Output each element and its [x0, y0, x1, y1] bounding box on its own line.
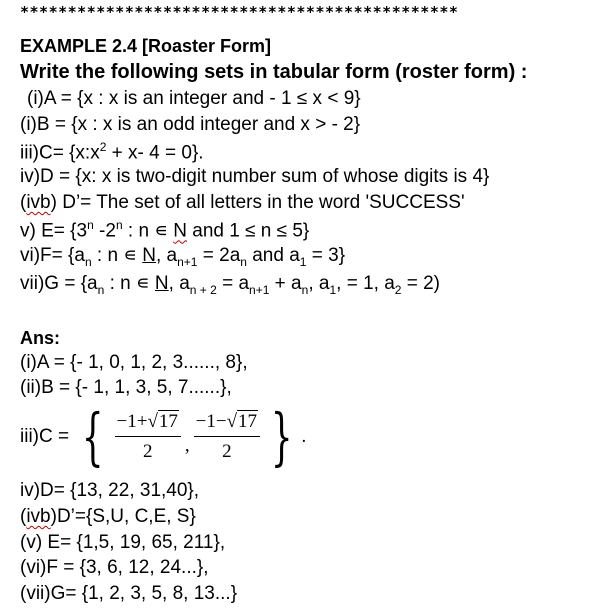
answer-3	[20, 402, 306, 472]
fraction-2-numerator: −1−	[195, 411, 227, 432]
fraction-2-radicand: 17	[238, 411, 258, 432]
instruction-title: Write the following sets in tabular form (roster form) :	[20, 61, 528, 83]
answer-5-text: )D’={S,U, C,E, S}	[50, 506, 196, 527]
answer-4: iv)D= {13, 22, 31,40},	[20, 480, 200, 501]
question-8-mid6: , = 1, a	[336, 273, 395, 294]
question-5-open: (	[20, 192, 27, 213]
answer-3-fraction-2: $\frac{-1-√17}{2}$	[194, 411, 260, 463]
right-brace-icon: }	[270, 400, 293, 473]
question-1	[27, 88, 361, 110]
left-brace-icon: {	[81, 400, 104, 473]
answer-5-open: (	[20, 506, 27, 527]
answer-7: (vi)F = {3, 6, 12, 24...},	[20, 557, 209, 578]
answer-3-period: .	[301, 426, 307, 447]
question-8-mid2: , a	[168, 273, 190, 294]
question-3-exponent: 2	[99, 140, 107, 154]
question-7-pre: vi)F= {a	[20, 245, 85, 266]
question-7-sub2: n+1	[177, 254, 198, 269]
question-6-naturals: N	[173, 220, 187, 242]
answer-8: (vii)G= {1, 2, 3, 5, 8, 13...}	[20, 583, 238, 604]
question-2-text: B = {x : x is an odd integer and x > - 2}	[36, 114, 361, 135]
fraction-2-bar	[194, 436, 260, 437]
question-1-label: (i)	[27, 88, 44, 109]
question-5	[20, 192, 465, 214]
question-7-mid4: and a	[246, 245, 300, 266]
question-2-label: (i)	[20, 114, 37, 135]
question-3-pre: iii)C= {x:x	[20, 142, 100, 164]
answer-2: (ii)B = {- 1, 1, 3, 5, 7......},	[20, 377, 232, 398]
fraction-2-denominator: 2	[222, 441, 232, 462]
question-2	[20, 114, 360, 136]
answer-3-fraction-1: $\frac{-1+√17}{2}$	[115, 411, 181, 463]
answer-1: (i)A = {- 1, 0, 1, 2, 3......, 8},	[20, 352, 248, 373]
question-3-post: + x- 4 = 0}.	[106, 142, 204, 164]
question-7-mid3: = 2a	[197, 245, 241, 266]
question-8-pre: vii)G = {a	[20, 273, 98, 294]
question-5-label: ivb	[26, 192, 51, 213]
answer-5	[20, 506, 196, 528]
question-4: iv)D = {x: x is two-digit number sum of whose digits is 4}	[20, 166, 490, 187]
answer-6: (v) E= {1,5, 19, 65, 211},	[20, 532, 226, 553]
question-6-pre: v) E= {3	[20, 220, 88, 242]
question-7-sub4: 1	[299, 254, 307, 269]
question-6-post: and 1 ≤ n ≤ 5}	[186, 220, 310, 242]
question-7-sub3: n	[240, 254, 247, 269]
question-8-sub5: 1	[329, 282, 337, 297]
question-8-sub4: n	[301, 282, 309, 297]
question-3	[20, 140, 204, 164]
question-8-mid3: = a	[216, 273, 250, 294]
answers-label: Ans:	[20, 328, 60, 348]
question-6-mid2: : n ∊	[122, 220, 174, 242]
question-5-close: )	[50, 192, 57, 213]
question-8-mid: : n ∊	[104, 273, 155, 294]
answer-3-label: iii)C =	[20, 426, 70, 447]
question-8-mid5: , a	[308, 273, 330, 294]
separator-stars: **********************************************	[20, 3, 459, 21]
question-6-sup2: n	[115, 218, 123, 232]
question-8	[20, 272, 440, 297]
question-6-sup1: n	[87, 218, 94, 232]
fraction-1-radicand: 17	[158, 411, 178, 432]
question-8-naturals: N	[154, 273, 169, 294]
example-heading: EXAMPLE 2.4 [Roaster Form]	[20, 36, 272, 56]
question-7	[20, 244, 345, 269]
answer-5-label: ivb	[26, 506, 51, 527]
answer-3-comma: ,	[184, 435, 190, 456]
fraction-1-numerator: −1+	[116, 411, 148, 432]
question-7-naturals: N	[142, 245, 156, 266]
question-1-text: A = {x : x is an integer and - 1 ≤ x < 9}	[43, 88, 361, 109]
question-5-text: D’= The set of all letters in the word 'SUCCESS'	[56, 192, 465, 213]
question-8-sub3: n+1	[249, 282, 270, 297]
question-7-sub1: n	[84, 254, 92, 269]
question-7-mid: : n ∊	[91, 245, 143, 266]
question-7-post: = 3}	[306, 245, 346, 266]
question-8-sub6: 2	[394, 282, 402, 297]
question-8-post: = 2)	[401, 273, 441, 294]
question-6-mid: -2	[93, 220, 116, 242]
question-6	[20, 218, 309, 242]
fraction-1-denominator: 2	[142, 441, 153, 462]
fraction-1-bar	[115, 436, 181, 437]
question-7-mid2: , a	[155, 245, 178, 266]
question-8-sub1: n	[97, 282, 105, 297]
question-8-sub2: n + 2	[189, 282, 217, 297]
question-8-mid4: + a	[269, 273, 302, 294]
